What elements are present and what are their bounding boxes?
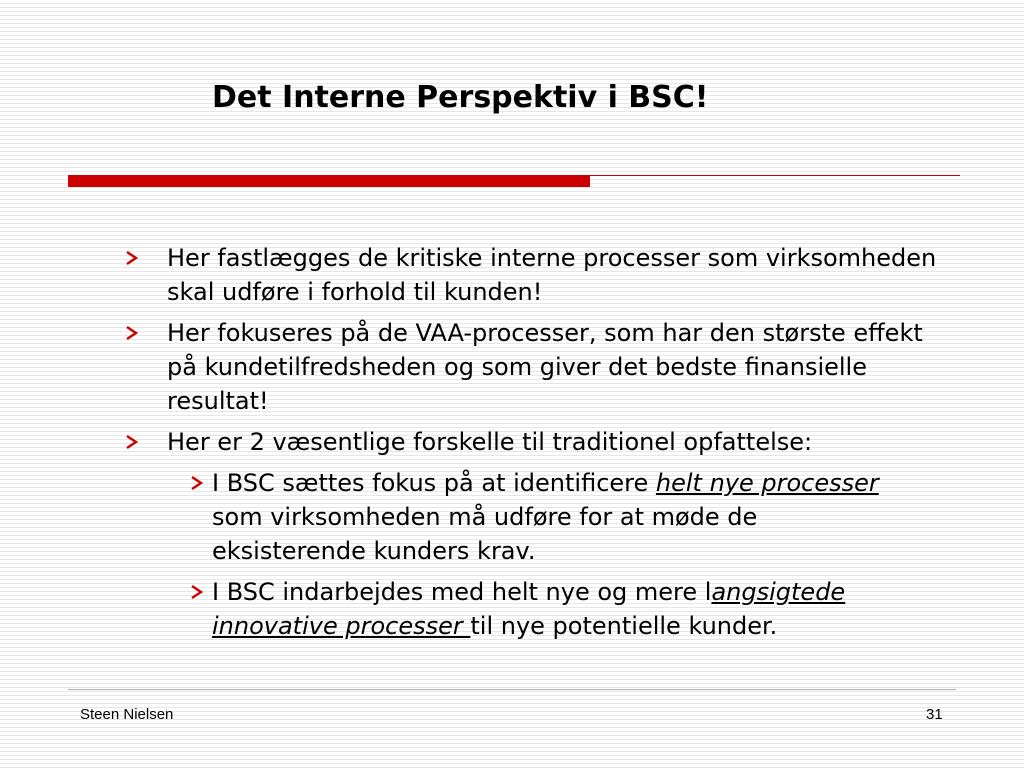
bullet-item: [167, 425, 957, 459]
bullet-item: [167, 241, 957, 309]
sub-bullet-text-continued: som virksomheden må udføre for at møde de eksisterende kunders krav.: [212, 503, 758, 565]
arrow-bullet-icon: [125, 250, 139, 266]
bullet-text: Her er 2 væsentlige forskelle til traditionel opfattelse:: [167, 428, 813, 456]
arrow-bullet-icon: [190, 584, 204, 600]
slide-title: Det Interne Perspektiv i BSC!: [212, 80, 709, 115]
bullet-text: Her fokuseres på de VAA-processer, som har den største effekt på kundetilfredsheden og som giver det bedste finansielle resultat!: [167, 319, 923, 415]
arrow-bullet-icon: [125, 325, 139, 341]
page-number: 31: [926, 706, 943, 723]
sub-bullet-emphasis: angsigtede innovative processer: [212, 578, 846, 640]
footer-author: Steen Nielsen: [80, 706, 174, 723]
sub-bullet-text-continued: til nye potentielle kunder.: [470, 612, 778, 640]
bullet-item: [167, 316, 957, 418]
sub-bullet-emphasis: helt nye processer: [655, 469, 879, 497]
sub-bullet-text: I BSC indarbejdes med helt nye og mere l: [212, 578, 712, 606]
title-underline-thin: [590, 175, 960, 176]
sub-bullet-item: [212, 575, 912, 643]
arrow-bullet-icon: [125, 434, 139, 450]
sub-bullet-item: [212, 466, 912, 568]
sub-bullet-text: I BSC sættes fokus på at identificere: [212, 469, 656, 497]
bullet-text: Her fastlægges de kritiske interne processer som virksomheden skal udføre i forhold til kunden!: [167, 244, 937, 306]
footer-divider: [68, 689, 956, 690]
arrow-bullet-icon: [190, 475, 204, 491]
title-underline-thick: [68, 175, 590, 187]
